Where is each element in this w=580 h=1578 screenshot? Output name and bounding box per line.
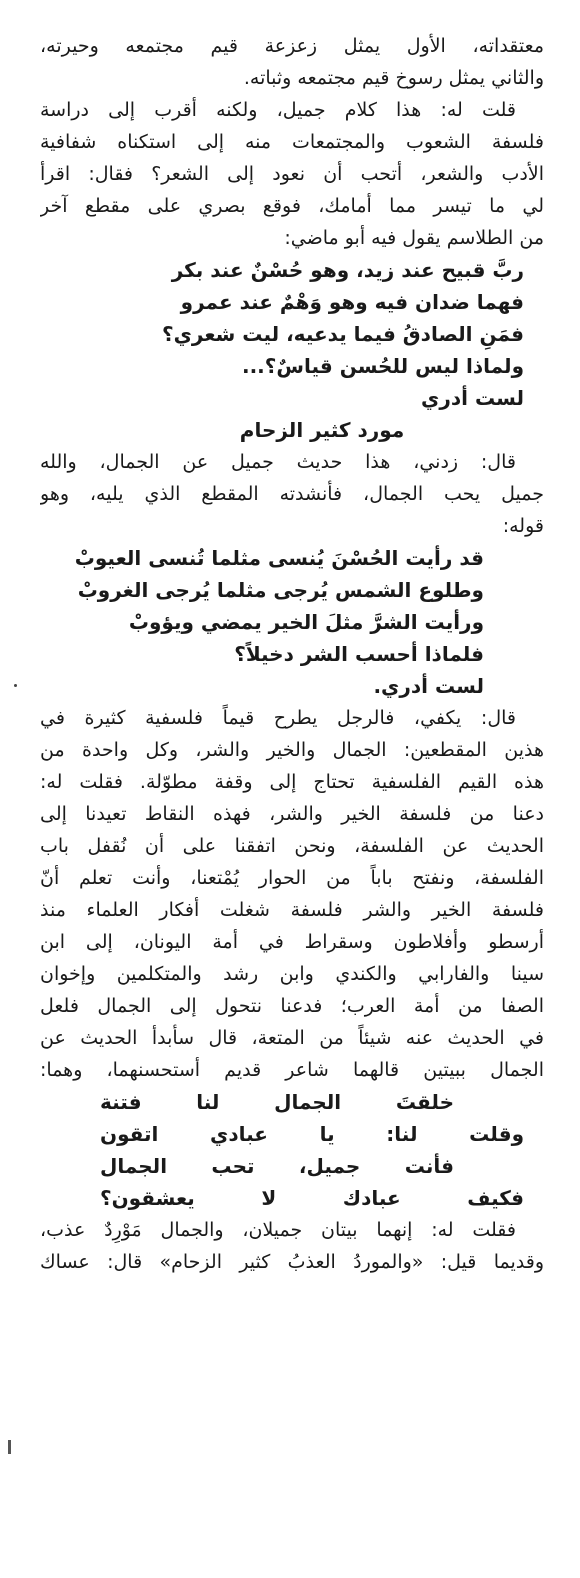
text-line: في الحديث عنه شيئاً من المتعة، قال سأبدأ الحديث عن [40, 1027, 544, 1049]
text-line: دعنا من فلسفة الخير والشر، فهذه النقاط تعيدنا إلى [40, 803, 544, 825]
text-line: فقلت له: إنهما بيتان جميلان، والجمال مَوْرِدٌ عذب، [40, 1219, 516, 1241]
text-line: لي ما تيسر مما أمامك، فوقع بصري على مقطع آخر [40, 195, 544, 217]
verse-line: ولماذا ليس للحُسن قياسٌ؟... [241, 354, 524, 378]
verse-line: فكيف عبادك لا يعشقون؟ [100, 1186, 524, 1210]
text-line: فلسفة الشعوب والمجتمعات منه إلى استكناه شفافية [40, 131, 544, 153]
verse-line: فلماذا أحسب الشر دخيلاً؟ [234, 642, 484, 666]
text-line: الفلسفة، ونفتح باباً من الحوار يُمْتعنا، وأنت تعلم أنّ [40, 867, 544, 889]
scan-edge-mark [8, 1440, 11, 1454]
book-page [40, 30, 544, 1278]
text-line: والثاني يمثل رسوخ قيم مجتمعه وثباته. [243, 67, 544, 89]
verse-line: فأنت جميل، تحب الجمال [100, 1154, 454, 1178]
section-heading: مورد كثير الزحام [239, 418, 405, 442]
text-line: الأدب والشعر، أتحب أن نعود إلى الشعر؟ فقال: اقرأ [40, 163, 544, 185]
text-line: قلت له: هذا كلام جميل، ولكنه أقرب إلى دراسة [40, 99, 516, 121]
text-line: أرسطو وأفلاطون وسقراط في أمة اليونان، إلى ابن [40, 931, 544, 953]
text-line: وقديما قيل: «والموردُ العذبُ كثير الزحام» قال: عساك [40, 1251, 544, 1273]
text-line: هذين المقطعين: الجمال والخير والشر، وكل واحدة من [40, 739, 544, 761]
verse-line: وطلوع الشمس يُرجى مثلما يُرجى الغروبْ [77, 578, 484, 602]
text-line: من الطلاسم يقول فيه أبو ماضي: [284, 227, 544, 249]
verse-line: لست أدري. [373, 674, 484, 698]
text-line: هذه القيم الفلسفية تحتاج إلى وقفة مطوّلة. فقلت له: [40, 771, 544, 793]
text-line: جميل يحب الجمال، فأنشدته المقطع الذي يليه، وهو [40, 483, 544, 505]
verse-line: قد رأيت الحُسْنَ يُنسى مثلما تُنسى العيوبْ [74, 546, 484, 570]
verse-line: لست أدري [421, 386, 524, 410]
text-line: الحديث عن الفلسفة، ونحن اتفقنا على أن نُقفل باب [40, 835, 544, 857]
verse-line: وقلت لنا: يا عبادي اتقون [100, 1122, 524, 1146]
verse-line: فمَنِ الصادقُ فيما يدعيه، ليت شعري؟ [161, 322, 524, 346]
verse-line: ورأيت الشرَّ مثلَ الخير يمضي ويؤوبْ [128, 610, 484, 634]
text-line: معتقداته، الأول يمثل زعزعة قيم مجتمعه وحيرته، [40, 35, 544, 57]
text-line: سينا والفارابي والكندي وابن رشد والمتكلمين وإخوان [40, 963, 544, 985]
text-line: قال: يكفي، فالرجل يطرح قيماً فلسفية كثيرة في [40, 707, 516, 729]
text-line: قال: زدني، هذا حديث جميل عن الجمال، والله [40, 451, 516, 473]
text-line: الجمال ببيتين قالهما شاعر قديم أستحسنهما، وهما: [40, 1059, 544, 1081]
verse-line: فهما ضدان فيه وهو وَهْمٌ عند عمرو [180, 290, 524, 314]
text-line: قوله: [502, 515, 544, 537]
text-line: فلسفة الخير والشر فلسفة شغلت أفكار العلماء منذ [40, 899, 544, 921]
text-line: الصفا من أمة العرب؛ فدعنا نتحول إلى الجمال فلعل [40, 995, 544, 1017]
scan-speck [14, 684, 17, 687]
verse-line: خلقتَ الجمال لنا فتنة [100, 1090, 454, 1114]
verse-line: ربَّ قبيح عند زيد، وهو حُسْنٌ عند بكر [171, 258, 524, 282]
